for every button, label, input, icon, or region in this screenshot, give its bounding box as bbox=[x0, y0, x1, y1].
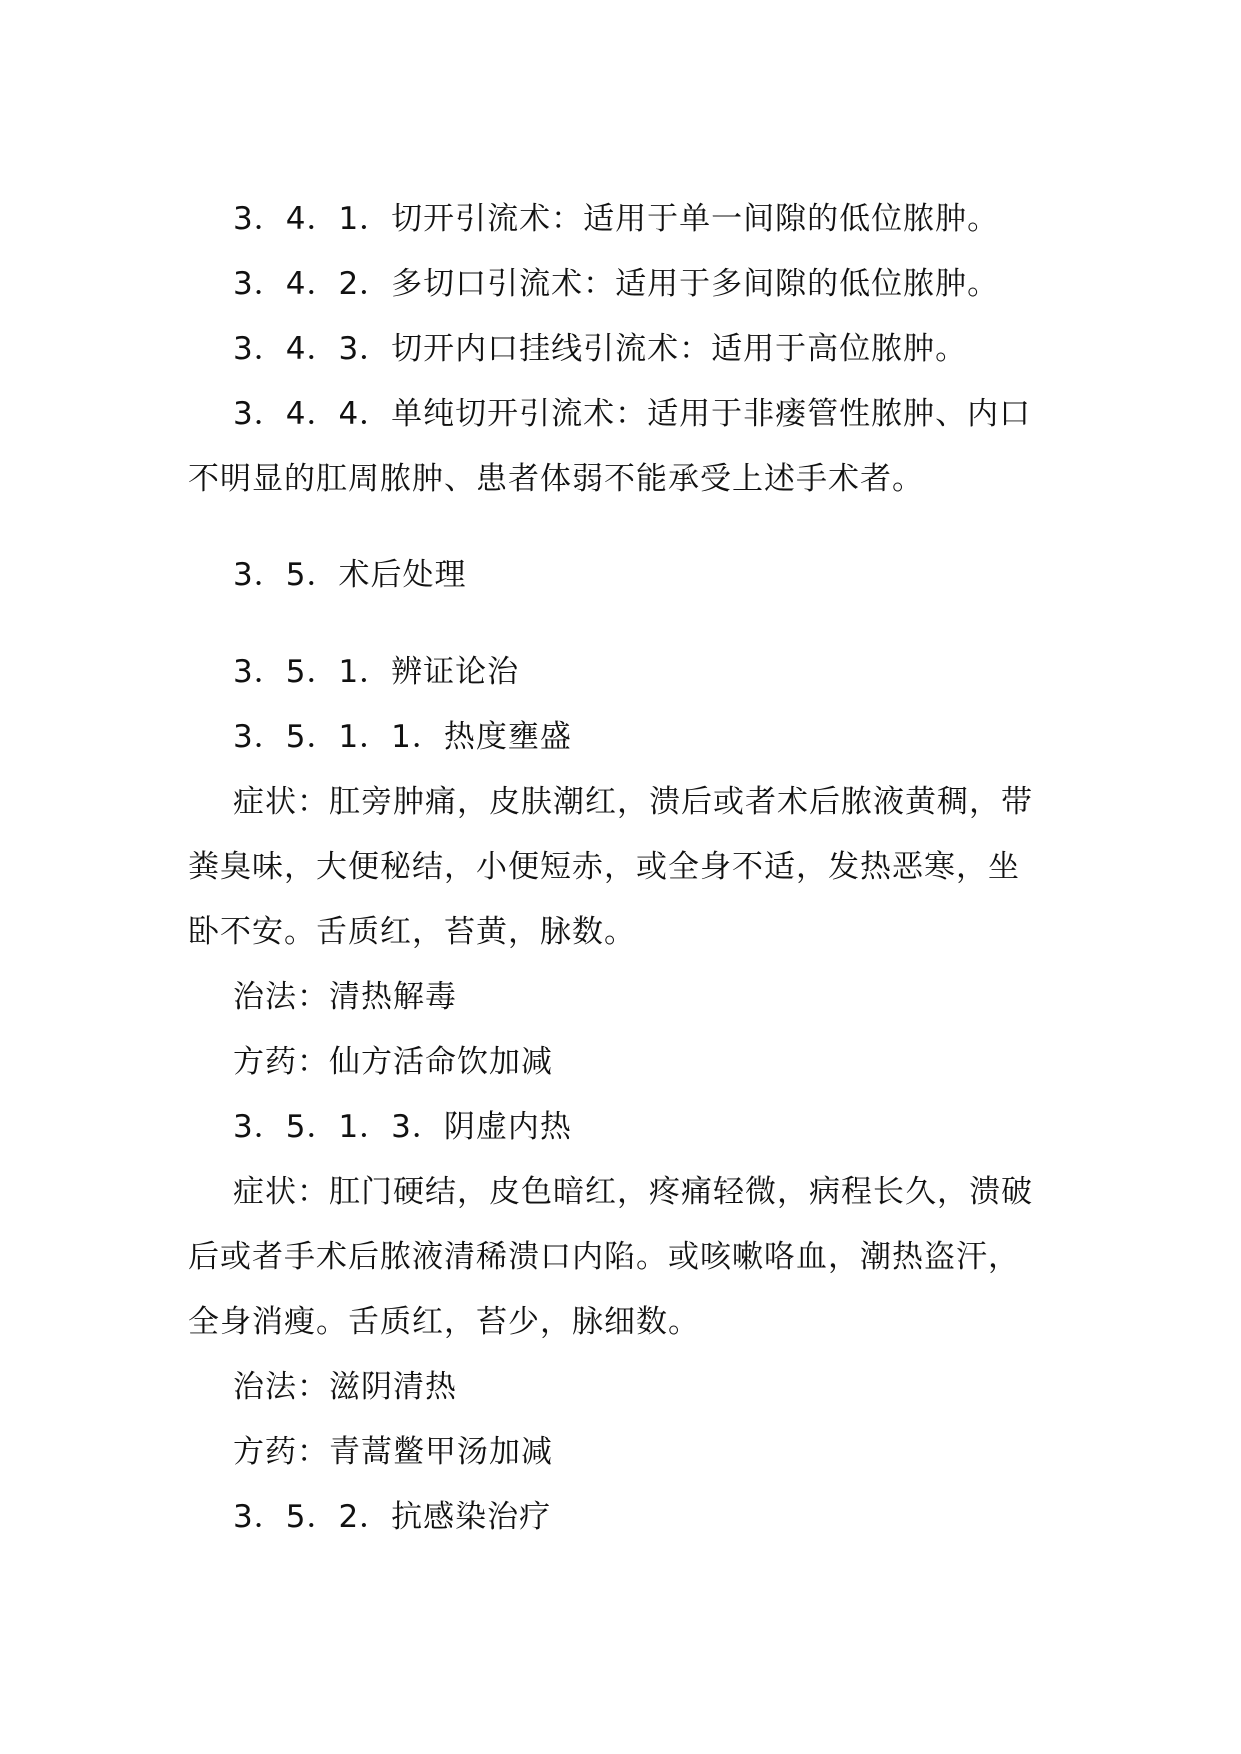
symptoms2-line-1: 症状：肛门硬结，皮色暗红，疼痛轻微，病程长久，溃破 bbox=[233, 1174, 1033, 1210]
prescription-2: 方药：青蒿鳖甲汤加减 bbox=[233, 1434, 553, 1470]
symptoms-line-2: 粪臭味，大便秘结，小便短赤，或全身不适，发热恶寒，坐 bbox=[188, 849, 1020, 885]
prescription-1: 方药：仙方活命饮加减 bbox=[233, 1044, 553, 1080]
text-line-3-4-4: 3．4．4．单纯切开引流术：适用于非瘘管性脓肿、内口 bbox=[233, 396, 1032, 432]
subsection-heading-3-5-1-3: 3．5．1．3．阴虚内热 bbox=[233, 1109, 572, 1145]
text-line-3-4-2: 3．4．2．多切口引流术：适用于多间隙的低位脓肿。 bbox=[233, 266, 1000, 302]
symptoms-line-1: 症状：肛旁肿痛，皮肤潮红，溃后或者术后脓液黄稠，带 bbox=[233, 784, 1033, 820]
treatment-method-2: 治法：滋阴清热 bbox=[233, 1369, 457, 1405]
text-line-3-4-3: 3．4．3．切开内口挂线引流术：适用于高位脓肿。 bbox=[233, 331, 968, 367]
symptoms-line-3: 卧不安。舌质红，苔黄，脉数。 bbox=[188, 914, 636, 950]
text-line-3-4-4-cont: 不明显的肛周脓肿、患者体弱不能承受上述手术者。 bbox=[188, 461, 924, 497]
treatment-method-1: 治法：清热解毒 bbox=[233, 979, 457, 1015]
symptoms2-line-2: 后或者手术后脓液清稀溃口内陷。或咳嗽咯血，潮热盗汗， bbox=[188, 1239, 1020, 1275]
subsection-heading-3-5-1-1: 3．5．1．1．热度壅盛 bbox=[233, 719, 572, 755]
symptoms2-line-3: 全身消瘦。舌质红，苔少，脉细数。 bbox=[188, 1304, 700, 1340]
subsection-heading-3-5-2: 3．5．2．抗感染治疗 bbox=[233, 1499, 552, 1535]
text-line-3-4-1: 3．4．1．切开引流术：适用于单一间隙的低位脓肿。 bbox=[233, 201, 1000, 237]
section-heading-3-5: 3．5．术后处理 bbox=[233, 557, 467, 593]
subsection-heading-3-5-1: 3．5．1．辨证论治 bbox=[233, 654, 520, 690]
